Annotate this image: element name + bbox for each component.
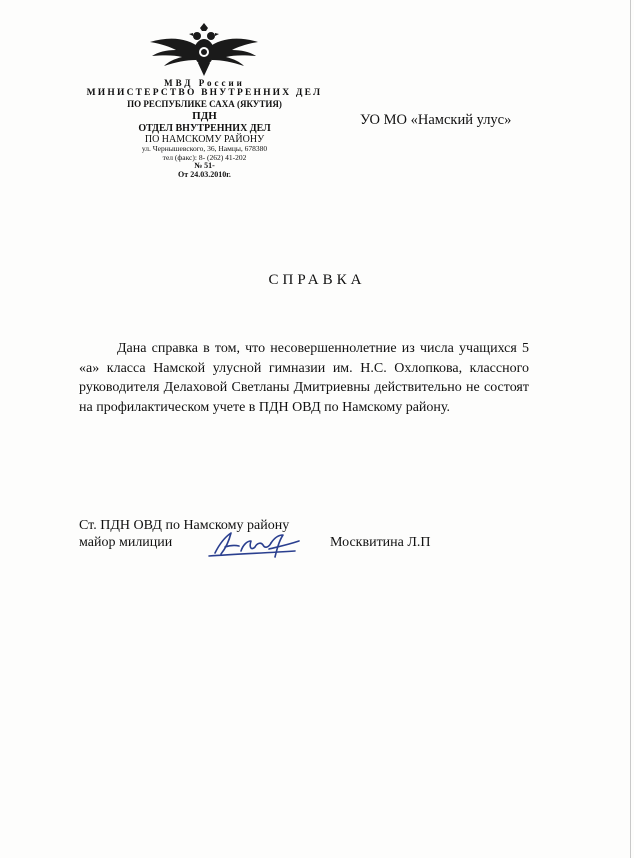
body-line: на профилактическом учете в ПДН ОВД по Намскому району. [79,399,450,415]
mvd-emblem-icon [148,22,260,78]
signatory-position: Ст. ПДН ОВД по Намскому району [79,518,290,533]
letterhead-ministry: МИНИСТЕРСТВО ВНУТРЕННИХ ДЕЛ [86,88,323,99]
scan-edge-line [630,0,631,858]
letterhead-republic: ПО РЕСПУБЛИКЕ САХА (ЯКУТИЯ) [127,98,282,109]
body-line: «а» класса Намской улусной гимназии им. Н.С. Охлопкова, классного [79,360,529,376]
letterhead-ministry-short: МВД России [164,78,245,88]
letterhead-date: От 24.03.2010г. [178,170,231,180]
letterhead-address: ул. Чернышевского, 36, Намцы, 678380 [141,144,268,154]
body-line: руководителя Делаховой Светланы Дмитриевны действительно не состоят [79,380,529,395]
signatory-name: Москвитина Л.П [330,535,431,550]
letterhead-pdn: ПДН [192,109,217,122]
letterhead-phone: тел (факс): 8- (262) 41-202 [162,152,247,162]
letterhead-number: № 51- [194,161,215,171]
signatory-rank: майор милиции [79,535,173,550]
letterhead-district: ПО НАМСКОМУ РАЙОНУ [144,134,265,146]
letterhead [72,78,337,180]
handwritten-signature-icon [205,527,305,559]
document-body [79,339,529,417]
document-title: СПРАВКА [268,272,366,288]
recipient: УО МО «Намский улус» [360,112,512,128]
letterhead-department: ОТДЕЛ ВНУТРЕННИХ ДЕЛ [138,123,271,135]
body-line: Дана справка в том, что несовершеннолетние из числа учащихся 5 [117,341,529,356]
